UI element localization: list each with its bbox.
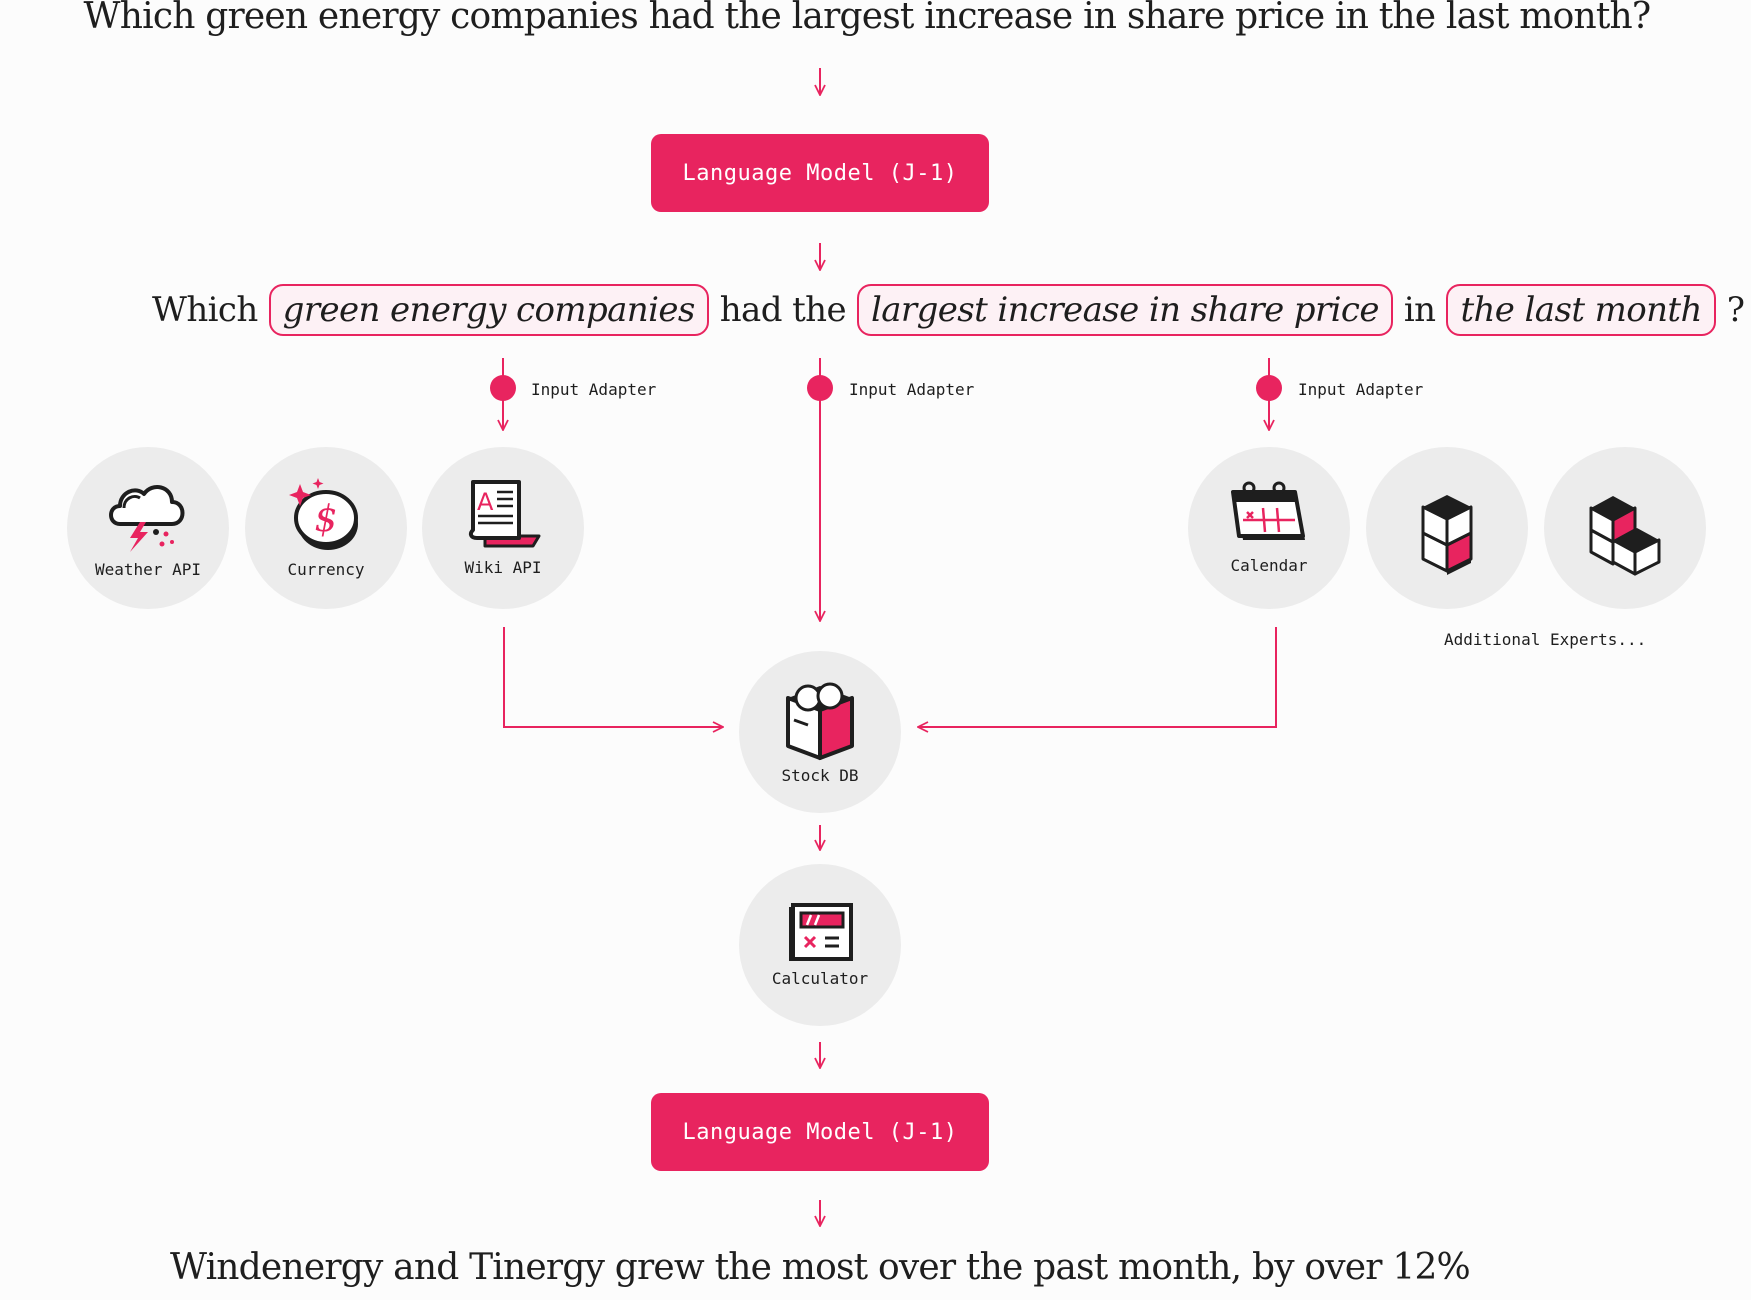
calculator-icon [787,903,853,963]
adapter-dot-3 [1256,375,1282,401]
entity-chip-time: the last month [1446,284,1715,336]
cloud-storm-icon [106,478,190,554]
expert-label-wiki: Wiki API [464,557,542,577]
parsed-word-which: Which [152,290,258,330]
parsed-question [145,280,1751,340]
parsed-word-had-the: had the [719,290,846,330]
expert-calendar [1188,447,1350,609]
svg-text:$: $ [314,498,338,540]
parsed-word-in: in [1403,290,1436,330]
question-text: Which green energy companies had the largest increase in share price in the last month? [83,0,1651,37]
language-model-box-top: Language Model (J-1) [651,134,989,212]
input-adapter-label-3: Input Adapter [1298,380,1424,399]
dollar-coin-icon [286,478,366,554]
expert-weather-api [67,447,229,609]
arrow-wiki-to-stock [504,627,723,727]
svg-text:A: A [477,487,494,516]
entity-chip-companies: green energy companies [269,284,709,336]
stacked-cubes-icon [1587,480,1663,576]
additional-experts-label: Additional Experts... [1444,630,1647,649]
expert-calculator [739,864,901,1026]
expert-label-calculator: Calculator [771,968,869,988]
expert-additional-1 [1366,447,1528,609]
expert-wiki-api [422,447,584,609]
expert-label-currency: Currency [287,559,365,579]
adapter-dot-1 [490,375,516,401]
adapter-dot-2 [807,375,833,401]
language-model-box-bottom: Language Model (J-1) [651,1093,989,1171]
expert-label-stock: Stock DB [781,765,859,785]
document-icon [465,480,541,552]
expert-label-weather: Weather API [95,559,201,579]
parsed-question-mark: ? [1726,290,1745,330]
input-adapter-label-1: Input Adapter [531,380,657,399]
input-adapter-label-2: Input Adapter [849,380,975,399]
calendar-icon [1229,482,1309,550]
entity-chip-share-price: largest increase in share price [857,284,1393,336]
expert-stock-db [739,651,901,813]
answer-text: Windenergy and Tinergy grew the most over the past month, by over 12% [170,1247,1470,1288]
arrow-calendar-to-stock [918,627,1276,727]
database-box-icon [782,680,858,760]
cube-icon [1419,483,1475,573]
expert-additional-2 [1544,447,1706,609]
expert-currency [245,447,407,609]
expert-label-calendar: Calendar [1230,555,1308,575]
